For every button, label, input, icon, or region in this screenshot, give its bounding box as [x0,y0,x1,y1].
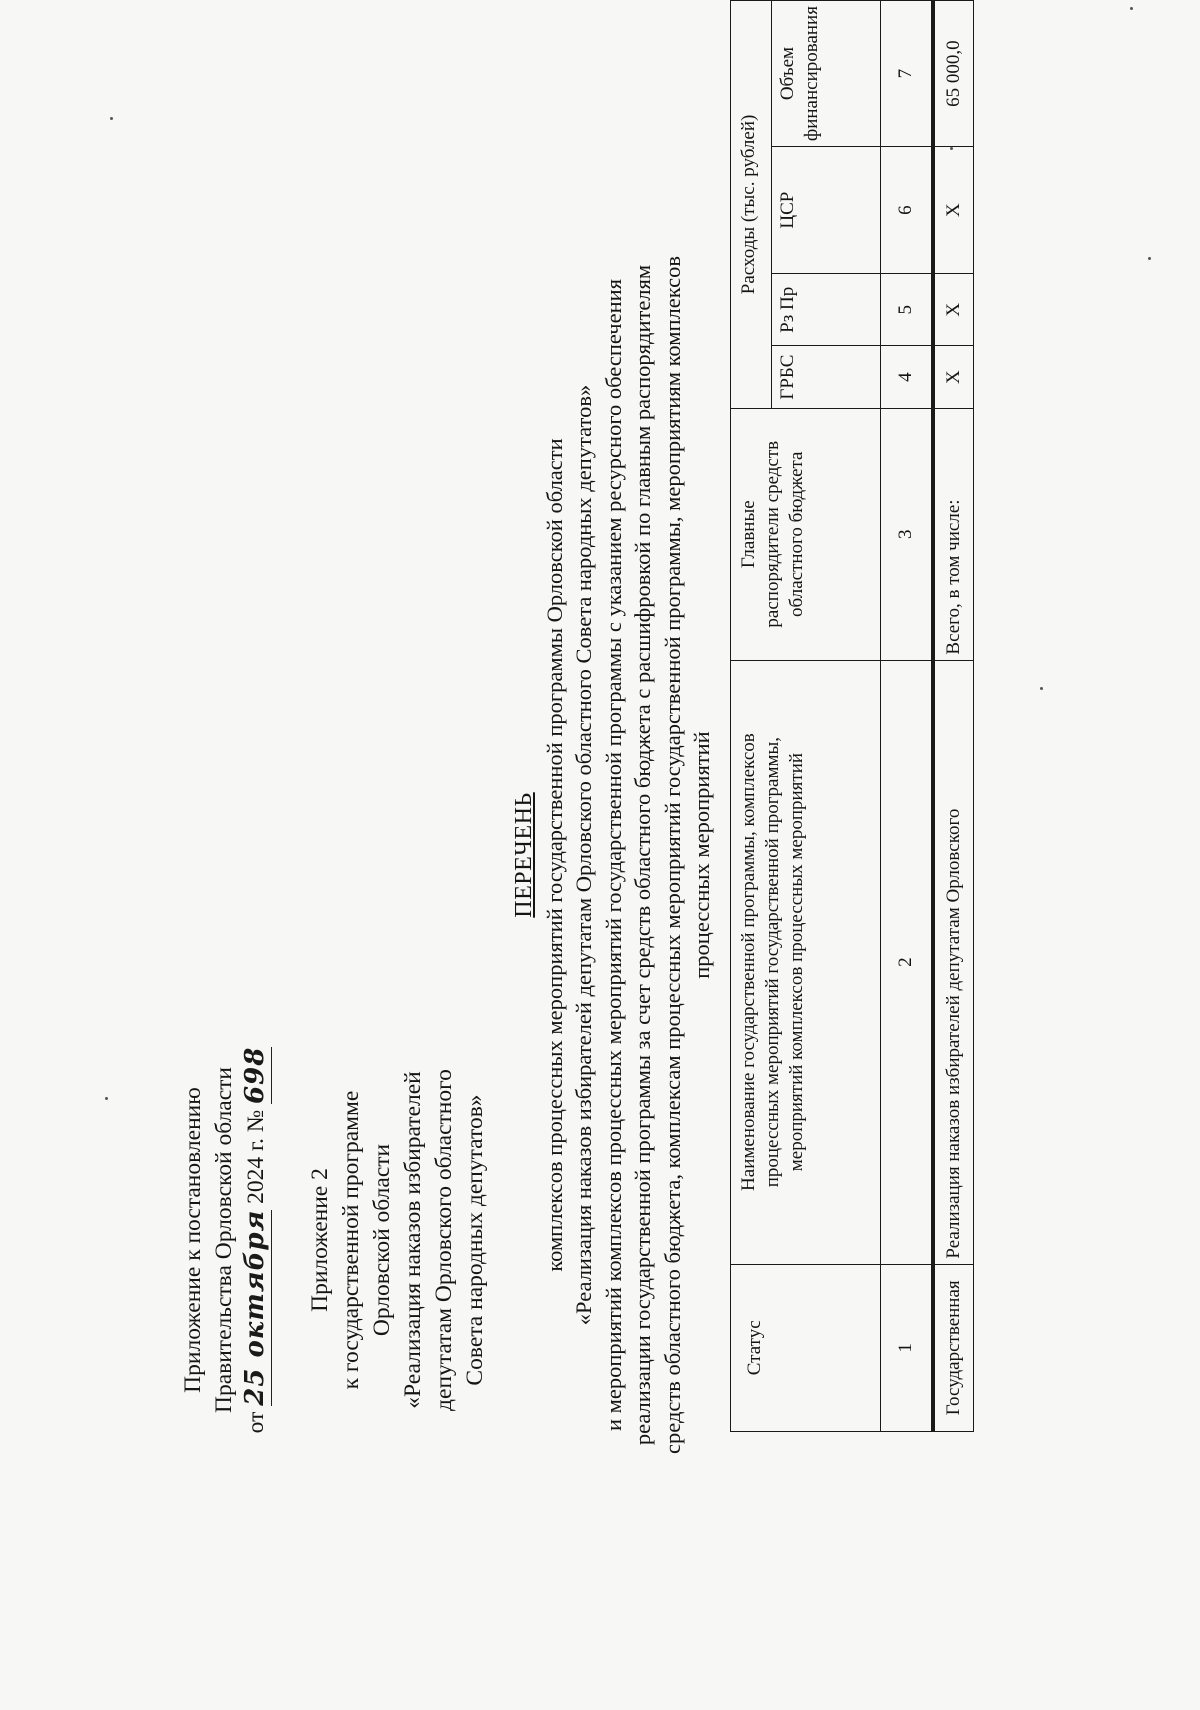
cell-csr: Х [933,147,974,274]
header-volume: Объем финансирования [772,1,881,147]
column-number: 2 [881,660,934,1264]
cell-rzpr: Х [933,274,974,346]
scan-speck [105,1097,108,1100]
heading-line: процессных мероприятий [689,731,714,979]
approval-line: Приложение к постановлению [180,1087,206,1393]
heading-line: «Реализация наказов избирателей депутатам Орловского областного Совета народных депутатов» [571,384,596,1326]
heading-line: средств областного бюджета, комплексам процессных мероприятий государственной программы, мероприятиям комплексов [659,256,685,1454]
header-expenses: Расходы (тыс. рублей) [731,1,772,409]
scan-speck [1148,257,1151,260]
cell-grbs: Х [933,346,974,409]
table-row [933,1,974,1432]
table-header-row [731,1,772,1432]
header-status: Статус [731,1264,881,1431]
heading-line: и мероприятий комплексов процессных мероприятий государственной программы с указанием ресурсного обеспечения [600,278,626,1432]
scan-speck [1040,687,1043,690]
document-heading [510,140,717,1570]
header-rzpr: Рз Пр [772,274,881,346]
annex-line: к государственной программе [338,1090,364,1390]
approval-line: Правительства Орловской области [211,1066,237,1414]
column-number: 4 [881,346,934,409]
header-csr: ЦСР [772,147,881,274]
cell-volume: 65 000,0 [933,1,974,147]
column-number-row [881,1,934,1432]
annex-line: Приложение 2 [307,1168,333,1312]
header-name: Наименование государственной программы, комплексов процессных мероприятий государственной программы, мероприятий комплексов процессных мероприятий [731,660,881,1264]
cell-status: Государственная [933,1264,974,1431]
scan-speck [110,117,113,120]
annex-block [305,1025,491,1455]
date-suffix: 2024 г. № [243,1109,269,1204]
cell-managers: Всего, в том числе: [933,408,974,660]
column-number: 6 [881,147,934,274]
annex-line: «Реализация наказов избирателей [400,1071,426,1409]
date-signature: 25 октября [240,1209,270,1406]
document-title: ПЕРЕЧЕНЬ [511,792,537,918]
heading-line: реализации государственной программы за счет средств областного бюджета с расшифровкой по главным распорядителям [630,264,655,1446]
approval-block [178,1025,272,1455]
column-number: 1 [881,1264,934,1431]
header-managers: Главные распорядители средств областного бюджета [731,408,881,660]
expenses-table-wrap [730,0,974,1432]
column-number: 5 [881,274,934,346]
annex-line: Совета народных депутатов» [462,1094,488,1386]
expenses-table [730,0,974,1432]
column-number: 7 [881,1,934,147]
approval-date-line [240,1025,272,1455]
annex-line: Орловской области [369,1143,395,1337]
heading-line: комплексов процессных мероприятий государственной программы Орловской области [541,438,567,1272]
scan-speck [1130,7,1133,10]
decree-number: 698 [240,1046,270,1104]
cell-name: Реализация наказов избирателей депутатам Орловского [933,660,974,1264]
header-grbs: ГРБС [772,346,881,409]
date-prefix: от [243,1411,269,1434]
column-number: 3 [881,408,934,660]
annex-line: депутатам Орловского областного [431,1069,457,1411]
